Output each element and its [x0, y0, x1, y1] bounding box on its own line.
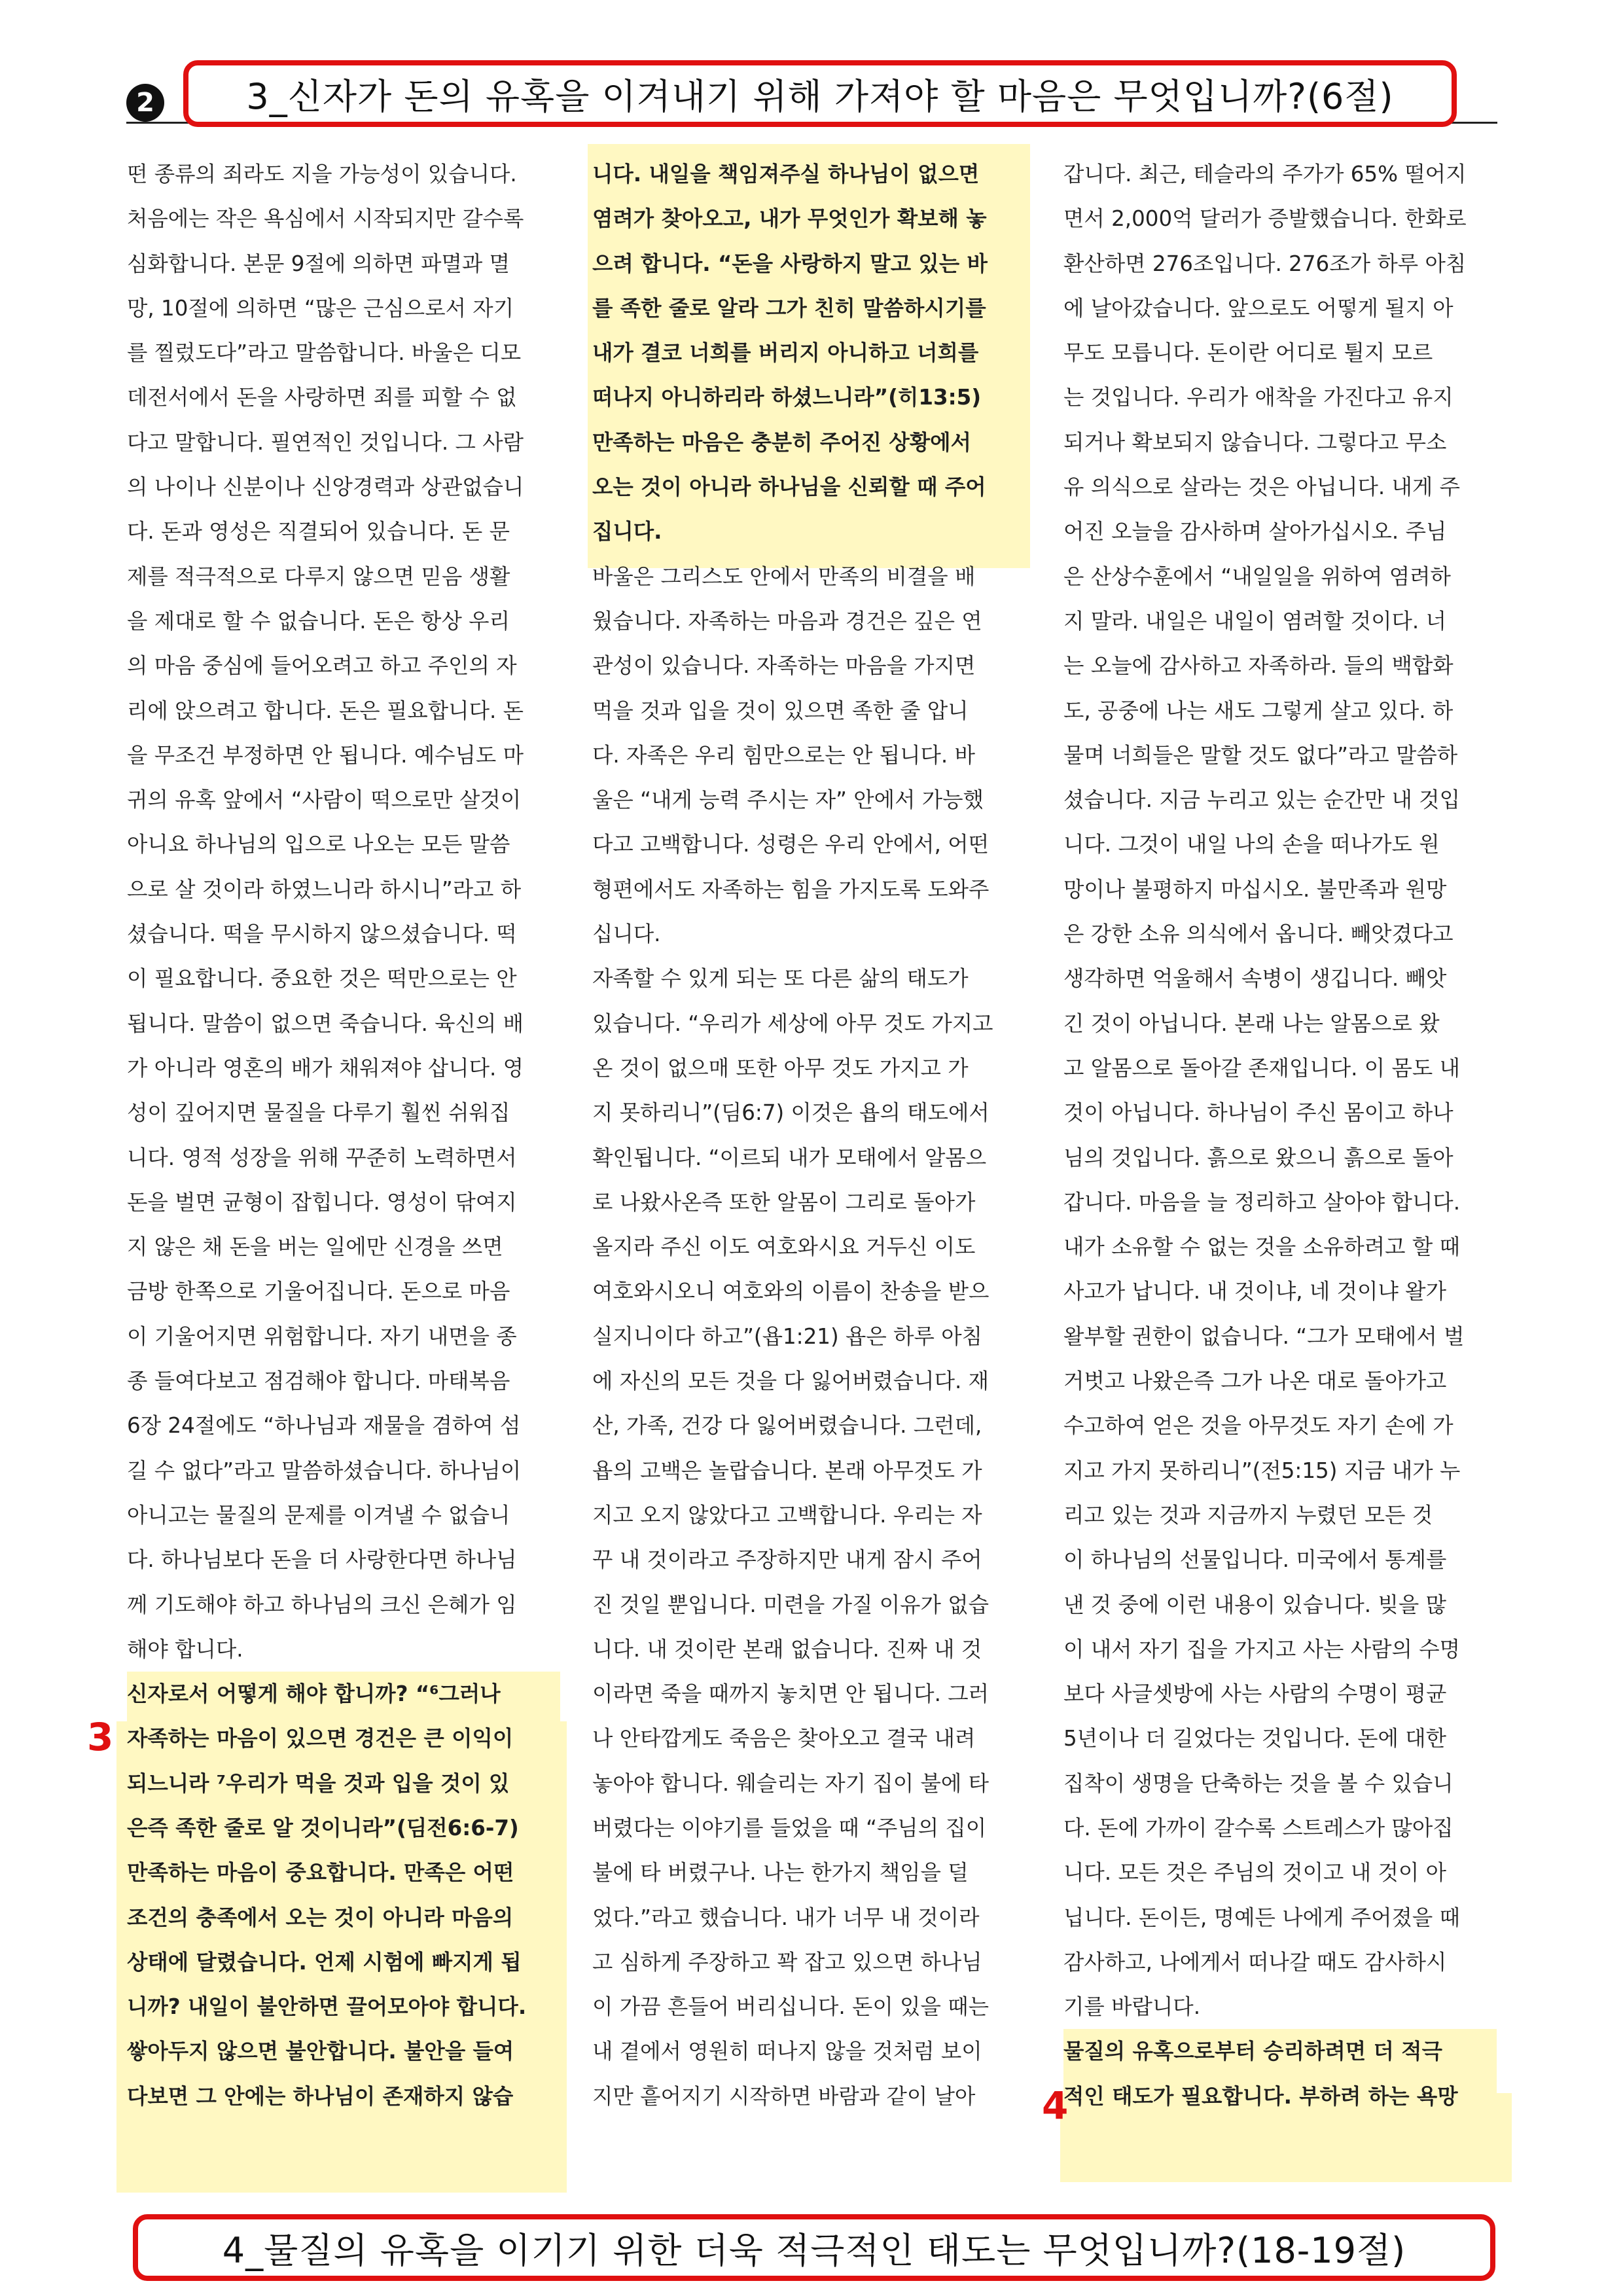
- text-line: 놓아야 합니다. 웨슬리는 자기 집이 불에 타: [592, 1770, 990, 1796]
- text-line: 6장 24절에도 “하나님과 재물을 겸하여 섬: [127, 1413, 521, 1439]
- text-line: 갑니다. 마음을 늘 정리하고 살아야 합니다.: [1063, 1189, 1461, 1215]
- text-line: 지고 가지 못하리니”(전5:15) 지금 내가 누: [1063, 1458, 1461, 1483]
- text-line: 올지라 주신 이도 여호와시요 거두신 이도: [592, 1234, 976, 1260]
- text-line: 었다.”라고 했습니다. 내가 너무 내 것이라: [592, 1905, 980, 1930]
- text-line: 5년이나 더 길었다는 것입니다. 돈에 대한: [1063, 1726, 1446, 1751]
- text-line: 를 족한 줄로 알라 그가 친히 말씀하시기를: [592, 286, 1026, 331]
- text-column-3: [1063, 152, 1497, 2119]
- text-line: 물질의 유혹으로부터 승리하려면 더 적극: [1063, 2029, 1497, 2073]
- text-line: 버렸다는 이야기를 들었을 때 “주님의 집이: [592, 1815, 987, 1840]
- text-line: 이라면 죽을 때까지 놓치면 안 됩니다. 그러: [592, 1681, 990, 1707]
- text-line: 니다. 내 것이란 본래 없습니다. 진짜 내 것: [592, 1636, 982, 1662]
- question-3-box: 3_신자가 돈의 유혹을 이겨내기 위해 가져야 할 마음은 무엇입니까?(6절): [183, 60, 1457, 127]
- question-4-box: 4_물질의 유혹을 이기기 위한 더욱 적극적인 태도는 무엇입니까?(18-19절): [133, 2214, 1495, 2281]
- text-line: 지고 오지 않았다고 고백합니다. 우리는 자: [592, 1502, 982, 1528]
- text-line: 망이나 불평하지 마십시오. 불만족과 원망: [1063, 876, 1447, 902]
- text-line: 온 것이 없으매 또한 아무 것도 가지고 가: [592, 1055, 969, 1081]
- text-line: 지 않은 채 돈을 버는 일에만 신경을 쓰면: [127, 1234, 503, 1260]
- text-line: 내가 결코 너희를 버리지 아니하고 너희를: [592, 331, 1026, 375]
- text-line: 심화합니다. 본문 9절에 의하면 파멸과 멸: [127, 251, 510, 276]
- text-line: 니다. 그것이 내일 나의 손을 떠나가도 원: [1063, 832, 1440, 857]
- text-line: 은 산상수훈에서 “내일일을 위하여 염려하: [1063, 564, 1451, 589]
- text-line: 다. 돈과 영성은 직결되어 있습니다. 돈 문: [127, 519, 510, 545]
- text-line: 이 하나님의 선물입니다. 미국에서 통계를: [1063, 1547, 1447, 1573]
- text-line: 다. 하나님보다 돈을 더 사랑한다면 하나님: [127, 1547, 517, 1573]
- text-line: 기를 바랍니다.: [1063, 1994, 1201, 2020]
- text-line: 닙니다. 돈이든, 명예든 나에게 주어졌을 때: [1063, 1905, 1461, 1930]
- text-line: 됩니다. 말씀이 없으면 죽습니다. 육신의 배: [127, 1011, 524, 1036]
- text-line: 수고하여 얻은 것을 아무것도 자기 손에 가: [1063, 1413, 1454, 1439]
- text-line: 여호와시오니 여호와의 이름이 찬송을 받으: [592, 1279, 990, 1304]
- text-line: 다보면 그 안에는 하나님이 존재하지 않습: [127, 2074, 560, 2119]
- text-line: 데전서에서 돈을 사랑하면 죄를 피할 수 없: [127, 385, 517, 410]
- text-column-2: [592, 152, 1026, 2119]
- text-line: 관성이 있습니다. 자족하는 마음을 가지면: [592, 653, 976, 679]
- text-line: 바울은 그리스도 안에서 만족의 비결을 배: [592, 564, 976, 589]
- text-line: 은 강한 소유 의식에서 옵니다. 빼앗겼다고: [1063, 922, 1454, 947]
- text-line: 으려 합니다. “돈을 사랑하지 말고 있는 바: [592, 242, 1026, 286]
- answer-marker-3: 3: [87, 1715, 114, 1759]
- text-line: 고 심하게 주장하고 꽉 잡고 있으면 하나님: [592, 1949, 982, 1975]
- text-line: 웠습니다. 자족하는 마음과 경건은 깊은 연: [592, 608, 982, 634]
- text-line: 사고가 납니다. 내 것이냐, 네 것이냐 왈가: [1063, 1279, 1446, 1304]
- text-line: 망, 10절에 의하면 “많은 근심으로서 자기: [127, 295, 514, 321]
- text-line: 환산하면 276조입니다. 276조가 하루 아침: [1063, 251, 1467, 276]
- text-line: 로 나왔사온즉 또한 알몸이 그리로 돌아가: [592, 1189, 976, 1215]
- text-line: 먹을 것과 입을 것이 있으면 족한 줄 압니: [592, 698, 969, 723]
- text-line: 무도 모릅니다. 돈이란 어디로 튈지 모르: [1063, 340, 1433, 366]
- text-line: 다. 돈에 가까이 갈수록 스트레스가 많아집: [1063, 1815, 1454, 1840]
- text-line: 유 의식으로 살라는 것은 아닙니다. 내게 주: [1063, 475, 1461, 500]
- text-line: 셨습니다. 지금 누리고 있는 순간만 내 것입: [1063, 787, 1461, 813]
- text-line: 을 제대로 할 수 없습니다. 돈은 항상 우리: [127, 608, 510, 634]
- text-line: 있습니다. “우리가 세상에 아무 것도 가지고: [592, 1011, 993, 1036]
- text-line: 진 것일 뿐입니다. 미련을 가질 이유가 없습: [592, 1592, 990, 1617]
- text-line: 이 가끔 흔들어 버리십니다. 돈이 있을 때는: [592, 1994, 990, 2020]
- text-line: 물며 너희들은 말할 것도 없다”라고 말씀하: [1063, 742, 1458, 768]
- text-line: 니다. 영적 성장을 위해 꾸준히 노력하면서: [127, 1145, 517, 1170]
- page-number-badge: 2: [126, 84, 164, 122]
- text-line: 다고 고백합니다. 성령은 우리 안에서, 어떤: [592, 832, 990, 857]
- text-line: 리고 있는 것과 지금까지 누렸던 모든 것: [1063, 1502, 1433, 1528]
- text-line: 되느니라 ⁷우리가 먹을 것과 입을 것이 있: [127, 1761, 560, 1806]
- text-line: 실지니이다 하고”(욥1:21) 욥은 하루 아침: [592, 1323, 983, 1349]
- text-line: 도, 공중에 나는 새도 그렇게 살고 있다. 하: [1063, 698, 1454, 723]
- text-line: 내 곁에서 영원히 떠나지 않을 것처럼 보이: [592, 2039, 982, 2064]
- text-line: 다고 말합니다. 필연적인 것입니다. 그 사람: [127, 429, 524, 455]
- text-line: 감사하고, 나에게서 떠나갈 때도 감사하시: [1063, 1949, 1447, 1975]
- text-line: 길 수 없다”라고 말씀하셨습니다. 하나님이: [127, 1458, 522, 1483]
- answer-marker-4: 4: [1042, 2083, 1069, 2128]
- text-line: 아니요 하나님의 입으로 나오는 모든 말씀: [127, 832, 510, 857]
- text-line: 산, 가족, 건강 다 잃어버렸습니다. 그런데,: [592, 1413, 982, 1439]
- text-line: 만족하는 마음이 중요합니다. 만족은 어떤: [127, 1850, 560, 1895]
- text-line: 형편에서도 자족하는 힘을 가지도록 도와주: [592, 876, 990, 902]
- text-line: 지 말라. 내일은 내일이 염려할 것이다. 너: [1063, 608, 1446, 634]
- text-line: 다. 자족은 우리 힘만으로는 안 됩니다. 바: [592, 742, 975, 768]
- text-line: 이 기울어지면 위험합니다. 자기 내면을 종: [127, 1323, 517, 1349]
- text-line: 에 날아갔습니다. 앞으로도 어떻게 될지 아: [1063, 295, 1454, 321]
- text-line: 불에 타 버렸구나. 나는 한가지 책임을 덜: [592, 1860, 969, 1886]
- text-line: 울은 “내게 능력 주시는 자” 안에서 가능했: [592, 787, 984, 813]
- text-line: 자족할 수 있게 되는 또 다른 삶의 태도가: [592, 966, 969, 992]
- text-line: 쌓아두지 않으면 불안합니다. 불안을 들여: [127, 2029, 560, 2073]
- text-line: 의 나이나 신분이나 신앙경력과 상관없습니: [127, 475, 524, 500]
- text-line: 이 내서 자기 집을 가지고 사는 사람의 수명: [1063, 1636, 1461, 1662]
- text-line: 이 필요합니다. 중요한 것은 떡만으로는 안: [127, 966, 517, 992]
- text-line: 은즉 족한 줄로 알 것이니라”(딤전6:6-7): [127, 1806, 560, 1850]
- text-line: 자족하는 마음이 있으면 경건은 큰 이익이: [127, 1716, 560, 1761]
- text-line: 꾸 내 것이라고 주장하지만 내게 잠시 주어: [592, 1547, 982, 1573]
- text-line: 니다. 모든 것은 주님의 것이고 내 것이 아: [1063, 1860, 1446, 1886]
- text-line: 오는 것이 아니라 하나님을 신뢰할 때 주어: [592, 465, 1026, 509]
- text-line: 해야 합니다.: [127, 1636, 243, 1662]
- text-line: 십니다.: [592, 922, 661, 947]
- text-line: 지만 흩어지기 시작하면 바람과 같이 날아: [592, 2083, 976, 2109]
- text-line: 내가 소유할 수 없는 것을 소유하려고 할 때: [1063, 1234, 1461, 1260]
- text-line: 만족하는 마음은 충분히 주어진 상황에서: [592, 420, 1026, 465]
- text-line: 지 못하리니”(딤6:7) 이것은 욥의 태도에서: [592, 1100, 990, 1126]
- text-line: 확인됩니다. “이르되 내가 모태에서 알몸으: [592, 1145, 987, 1170]
- text-line: 에 자신의 모든 것을 다 잃어버렸습니다. 재: [592, 1369, 990, 1394]
- text-line: 생각하면 억울해서 속병이 생깁니다. 빼앗: [1063, 966, 1447, 992]
- text-line: 보다 사글셋방에 사는 사람의 수명이 평균: [1063, 1681, 1447, 1707]
- text-line: 아니고는 물질의 문제를 이겨낼 수 없습니: [127, 1502, 510, 1528]
- text-line: 적인 태도가 필요합니다. 부하려 하는 욕망: [1063, 2074, 1497, 2119]
- text-line: 긴 것이 아닙니다. 본래 나는 알몸으로 왔: [1063, 1011, 1440, 1036]
- text-line: 나 안타깝게도 죽음은 찾아오고 결국 내려: [592, 1726, 976, 1751]
- text-line: 귀의 유혹 앞에서 “사람이 떡으로만 살것이: [127, 787, 522, 813]
- text-line: 갑니다. 최근, 테슬라의 주가가 65% 떨어지: [1063, 162, 1467, 187]
- text-line: 떤 종류의 죄라도 지을 가능성이 있습니다.: [127, 162, 517, 187]
- text-column-1: [127, 152, 560, 2119]
- text-line: 께 기도해야 하고 하나님의 크신 은혜가 임: [127, 1592, 517, 1617]
- text-line: 니다. 내일을 책임져주실 하나님이 없으면: [592, 152, 1026, 196]
- text-line: 종 들여다보고 점검해야 합니다. 마태복음: [127, 1369, 510, 1394]
- text-line: 왈부할 권한이 없습니다. “그가 모태에서 벌: [1063, 1323, 1465, 1349]
- text-line: 제를 적극적으로 다루지 않으면 믿음 생활: [127, 564, 510, 589]
- text-line: 님의 것입니다. 흙으로 왔으니 흙으로 돌아: [1063, 1145, 1454, 1170]
- text-line: 염려가 찾아오고, 내가 무엇인가 확보해 놓: [592, 196, 1026, 241]
- text-line: 으로 살 것이라 하였느니라 하시니”라고 하: [127, 876, 522, 902]
- text-line: 욥의 고백은 놀랍습니다. 본래 아무것도 가: [592, 1458, 982, 1483]
- text-line: 성이 깊어지면 물질을 다루기 훨씬 쉬워집: [127, 1100, 510, 1126]
- text-line: 신자로서 어떻게 해야 합니까? “⁶그러나: [127, 1672, 560, 1716]
- text-line: 는 오늘에 감사하고 자족하라. 들의 백합화: [1063, 653, 1454, 679]
- text-line: 를 찔렀도다”라고 말씀합니다. 바울은 디모: [127, 340, 522, 366]
- text-line: 처음에는 작은 욕심에서 시작되지만 갈수록: [127, 206, 524, 232]
- text-line: 조건의 충족에서 오는 것이 아니라 마음의: [127, 1895, 560, 1940]
- text-line: 것이 아닙니다. 하나님이 주신 몸이고 하나: [1063, 1100, 1454, 1126]
- text-line: 니까? 내일이 불안하면 끌어모아야 합니다.: [127, 1984, 560, 2029]
- text-line: 셨습니다. 떡을 무시하지 않으셨습니다. 떡: [127, 922, 517, 947]
- text-line: 면서 2,000억 달러가 증발했습니다. 한화로: [1063, 206, 1467, 232]
- text-line: 금방 한쪽으로 기울어집니다. 돈으로 마음: [127, 1279, 510, 1304]
- text-line: 돈을 벌면 균형이 잡힙니다. 영성이 닦여지: [127, 1189, 517, 1215]
- text-line: 떠나지 아니하리라 하셨느니라”(히13:5): [592, 375, 1026, 420]
- text-line: 어진 오늘을 감사하며 살아가십시오. 주님: [1063, 519, 1447, 545]
- text-line: 고 알몸으로 돌아갈 존재입니다. 이 몸도 내: [1063, 1055, 1461, 1081]
- text-line: 가 아니라 영혼의 배가 채워져야 삽니다. 영: [127, 1055, 524, 1081]
- text-line: 는 것입니다. 우리가 애착을 가진다고 유지: [1063, 385, 1454, 410]
- text-line: 거벗고 나왔은즉 그가 나온 대로 돌아가고: [1063, 1369, 1447, 1394]
- text-line: 집니다.: [592, 509, 1026, 554]
- text-line: 을 무조건 부정하면 안 됩니다. 예수님도 마: [127, 742, 524, 768]
- text-line: 되거나 확보되지 않습니다. 그렇다고 무소: [1063, 429, 1447, 455]
- text-line: 집착이 생명을 단축하는 것을 볼 수 있습니: [1063, 1770, 1454, 1796]
- text-line: 상태에 달렸습니다. 언제 시험에 빠지게 됩: [127, 1940, 560, 1984]
- text-line: 낸 것 중에 이런 내용이 있습니다. 빚을 많: [1063, 1592, 1446, 1617]
- text-line: 의 마음 중심에 들어오려고 하고 주인의 자: [127, 653, 517, 679]
- text-line: 리에 앉으려고 합니다. 돈은 필요합니다. 돈: [127, 698, 524, 723]
